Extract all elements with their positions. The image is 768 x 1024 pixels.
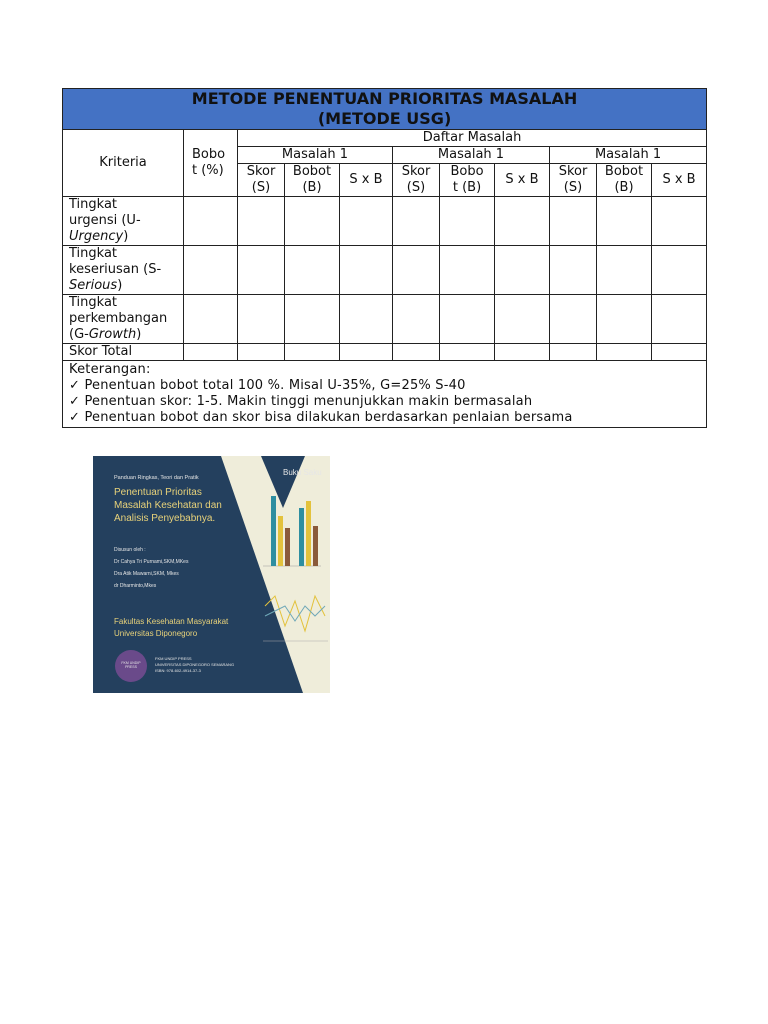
- header-masalah: Masalah 1: [393, 147, 550, 164]
- cover-badge: Buku Saku: [283, 468, 322, 477]
- header-masalah: Masalah 1: [238, 147, 393, 164]
- header-skor: Skor (S): [238, 164, 285, 197]
- table-cell[interactable]: [340, 197, 393, 246]
- table-cell[interactable]: [238, 197, 285, 246]
- table-row: [63, 246, 707, 295]
- check-icon: ✓: [69, 378, 81, 393]
- header-skor: Skor (S): [550, 164, 597, 197]
- table-cell[interactable]: [597, 344, 652, 361]
- header-daftar-masalah: Daftar Masalah: [238, 130, 707, 147]
- usg-table: [62, 88, 707, 428]
- note-item: ✓ Penentuan skor: 1-5. Makin tinggi menunjukkan makin bermasalah: [69, 394, 533, 409]
- cover-authors: Disusun oleh : Dr Cahya Tri Purnami,SKM,MKes Dra Atik Mawarni,SKM, Mkes dr Dharminto,Mkes: [114, 547, 189, 589]
- table-cell[interactable]: [597, 197, 652, 246]
- table-cell[interactable]: [550, 246, 597, 295]
- table-cell[interactable]: [184, 246, 238, 295]
- header-sxb: S x B: [652, 164, 707, 197]
- table-cell[interactable]: [184, 295, 238, 344]
- cover-faculty: Fakultas Kesehatan Masyarakat Universitas Diponegoro: [114, 617, 229, 638]
- book-cover-image: [93, 456, 330, 693]
- table-cell[interactable]: [495, 246, 550, 295]
- header-kriteria: Kriteria: [63, 130, 184, 197]
- note-item: ✓ Penentuan bobot total 100 %. Misal U-35%, G=25% S-40: [69, 378, 466, 393]
- table-cell[interactable]: [285, 197, 340, 246]
- table-title: METODE PENENTUAN PRIORITAS MASALAH (METODE USG): [63, 89, 707, 130]
- table-cell[interactable]: [393, 246, 440, 295]
- table-cell[interactable]: [393, 344, 440, 361]
- table-row: [63, 197, 707, 246]
- header-skor: Skor (S): [393, 164, 440, 197]
- table-cell[interactable]: [550, 197, 597, 246]
- table-row: [63, 344, 707, 361]
- table-cell[interactable]: [550, 295, 597, 344]
- table-cell[interactable]: [440, 197, 495, 246]
- header-masalah: Masalah 1: [550, 147, 707, 164]
- table-cell[interactable]: [652, 295, 707, 344]
- row-label-total: Skor Total: [63, 344, 184, 361]
- row-label-urgency: Tingkat urgensi (U- Urgency): [63, 197, 184, 246]
- cover-publisher: FKM UNDIP PRESS UNIVERSITAS DIPONEGORO SEMARANG ISBN: 978-602-4914-37-3: [155, 656, 235, 673]
- table-cell[interactable]: [393, 295, 440, 344]
- table-cell[interactable]: [340, 246, 393, 295]
- table-cell[interactable]: [285, 246, 340, 295]
- table-cell[interactable]: [495, 197, 550, 246]
- table-cell[interactable]: [184, 344, 238, 361]
- table-cell[interactable]: [285, 295, 340, 344]
- table-cell[interactable]: [597, 246, 652, 295]
- table-cell[interactable]: [495, 344, 550, 361]
- table-cell[interactable]: [238, 344, 285, 361]
- note-item: ✓ Penentuan bobot dan skor bisa dilakukan berdasarkan penlaian bersama: [69, 410, 573, 425]
- notes: [63, 361, 707, 428]
- header-sxb: S x B: [495, 164, 550, 197]
- cover-title: Penentuan Prioritas Masalah Kesehatan dan Analisis Penyebabnya.: [114, 487, 222, 524]
- row-label-serious: Tingkat keseriusan (S- Serious): [63, 246, 184, 295]
- table-cell[interactable]: [652, 246, 707, 295]
- table-cell[interactable]: [285, 344, 340, 361]
- header-bobot-b: Bobot (B): [597, 164, 652, 197]
- table-cell[interactable]: [440, 344, 495, 361]
- table-cell[interactable]: [550, 344, 597, 361]
- header-bobot-b: Bobot (B): [285, 164, 340, 197]
- table-cell[interactable]: [440, 246, 495, 295]
- table-cell[interactable]: [340, 295, 393, 344]
- cover-kicker: Panduan Ringkas, Teori dan Pratik: [114, 475, 199, 481]
- table-cell[interactable]: [652, 197, 707, 246]
- table-cell[interactable]: [238, 295, 285, 344]
- check-icon: ✓: [69, 394, 81, 409]
- table-cell[interactable]: [652, 344, 707, 361]
- row-label-growth: Tingkat perkembangan (G-Growth): [63, 295, 184, 344]
- table-cell[interactable]: [597, 295, 652, 344]
- notes-title: Keterangan:: [69, 362, 151, 377]
- table-cell[interactable]: [393, 197, 440, 246]
- header-bobot: Bobo t (%): [184, 130, 238, 197]
- table-cell[interactable]: [495, 295, 550, 344]
- publisher-logo: FKM UNDIP PRESS: [121, 661, 141, 669]
- table-cell[interactable]: [340, 344, 393, 361]
- header-bobot-b: Bobo t (B): [440, 164, 495, 197]
- check-icon: ✓: [69, 410, 81, 425]
- table-cell[interactable]: [238, 246, 285, 295]
- table-cell[interactable]: [440, 295, 495, 344]
- table-cell[interactable]: [184, 197, 238, 246]
- header-sxb: S x B: [340, 164, 393, 197]
- table-row: [63, 295, 707, 344]
